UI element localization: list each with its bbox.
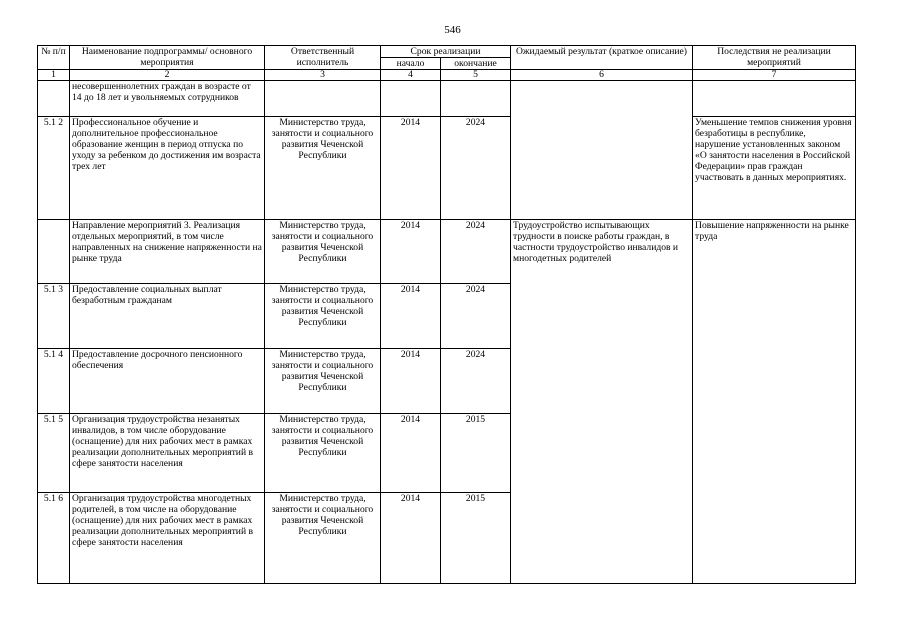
header-period: Срок реализации xyxy=(381,46,511,58)
row-start: 2014 xyxy=(381,493,441,584)
row-start: 2014 xyxy=(381,414,441,493)
header-name: Наименование подпрограммы/ основного мероприятия xyxy=(70,46,265,70)
table-row xyxy=(38,220,856,284)
row-name: Направление мероприятий 3. Реализация отдельных мероприятий, в том числе направленных на снижение напряженности на рынке труда xyxy=(70,220,265,284)
row-end: 2024 xyxy=(441,284,511,349)
row-responsible: Министерство труда, занятости и социального развития Чеченской Республики xyxy=(265,220,381,284)
row-name: Профессиональное обучение и дополнительное профессиональное образование женщин в период отпуска по уходу за ребенком до достижения им возраста трех лет xyxy=(70,117,265,220)
column-number: 2 xyxy=(70,70,265,81)
column-number: 3 xyxy=(265,70,381,81)
row-start: 2014 xyxy=(381,284,441,349)
table-row xyxy=(38,117,856,220)
result-cell: Трудоустройство испытывающих трудности в поиске работы граждан, в частности трудоустройство инвалидов и многодетных родителей xyxy=(511,220,693,584)
column-number: 6 xyxy=(511,70,693,81)
row-name: Предоставление социальных выплат безработным гражданам xyxy=(70,284,265,349)
row-responsible: Министерство труда, занятости и социального развития Чеченской Республики xyxy=(265,117,381,220)
page-number: 546 xyxy=(444,24,461,36)
column-number: 4 xyxy=(381,70,441,81)
header-num: № п/п xyxy=(38,46,70,70)
column-number: 1 xyxy=(38,70,70,81)
table-row xyxy=(38,81,856,117)
row-responsible: Министерство труда, занятости и социального развития Чеченской Республики xyxy=(265,493,381,584)
row-responsible: Министерство труда, занятости и социального развития Чеченской Республики xyxy=(265,414,381,493)
row-start: 2014 xyxy=(381,349,441,414)
row-num: 5.1 5 xyxy=(38,414,70,493)
header-consequences: Последствия не реализации мероприятий xyxy=(693,46,856,70)
row-responsible xyxy=(265,81,381,117)
row-start: 2014 xyxy=(381,117,441,220)
row-end: 2015 xyxy=(441,493,511,584)
row-end: 2024 xyxy=(441,220,511,284)
header-start: начало xyxy=(381,58,441,70)
row-start xyxy=(381,81,441,117)
row-responsible: Министерство труда, занятости и социального развития Чеченской Республики xyxy=(265,284,381,349)
program-table xyxy=(37,45,856,584)
row-num: 5.1 6 xyxy=(38,493,70,584)
row-name: несовершеннолетних граждан в возрасте от 14 до 18 лет и увольняемых сотрудников xyxy=(70,81,265,117)
row-start: 2014 xyxy=(381,220,441,284)
row-name: Организация трудоустройства многодетных родителей, в том числе на оборудование (оснащение) для них рабочих мест в рамках реализации дополнительных мероприятий в сфере занятости населения xyxy=(70,493,265,584)
row-name: Организация трудоустройства незанятых инвалидов, в том числе оборудование (оснащение) для них рабочих мест в рамках реализации дополнительных мероприятий в сфере занятости населения xyxy=(70,414,265,493)
row-end: 2024 xyxy=(441,349,511,414)
row-num xyxy=(38,81,70,117)
row-num xyxy=(38,220,70,284)
row-end: 2015 xyxy=(441,414,511,493)
header-responsible: Ответственный исполнитель xyxy=(265,46,381,70)
row-name: Предоставление досрочного пенсионного обеспечения xyxy=(70,349,265,414)
row-responsible: Министерство труда, занятости и социального развития Чеченской Республики xyxy=(265,349,381,414)
row-num: 5.1 4 xyxy=(38,349,70,414)
row-num: 5.1 3 xyxy=(38,284,70,349)
header-end: окончание xyxy=(441,58,511,70)
consequence-cell: Повышение напряженности на рынке труда xyxy=(693,220,856,584)
row-num: 5.1 2 xyxy=(38,117,70,220)
result-cell xyxy=(511,81,693,220)
column-number: 5 xyxy=(441,70,511,81)
row-end xyxy=(441,81,511,117)
consequence-cell: Уменьшение темпов снижения уровня безработицы в республике, нарушение установленных законом «О занятости населения в Российской Федерации» прав граждан участвовать в данных мероприятиях. xyxy=(693,117,856,220)
header-result: Ожидаемый результат (краткое описание) xyxy=(511,46,693,70)
consequence-cell xyxy=(693,81,856,117)
row-end: 2024 xyxy=(441,117,511,220)
column-number: 7 xyxy=(693,70,856,81)
